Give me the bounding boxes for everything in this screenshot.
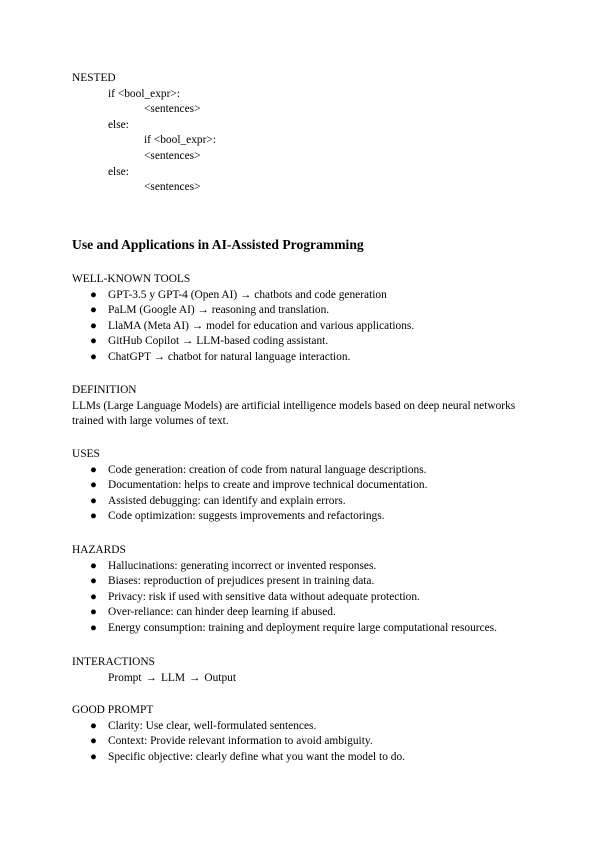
bullet-icon: ● (90, 621, 97, 634)
arrow-right-icon: → (145, 671, 157, 684)
code-line: <sentences> (144, 181, 201, 194)
nested-block (0, 71, 216, 196)
list-item: ● PaLM (Google AI) → reasoning and translation. (0, 303, 414, 319)
list-item: ● Hallucinations: generating incorrect or invented responses. (0, 559, 497, 575)
bullet-icon: ● (90, 335, 97, 348)
list-item: ● Assisted debugging: can identify and explain errors. (0, 494, 427, 510)
list-item: ● GPT-3.5 y GPT-4 (Open AI) → chatbots and code generation (0, 288, 414, 304)
nested-heading: NESTED (72, 72, 116, 84)
code-line: if <bool_expr>: (144, 134, 217, 147)
tools-section (0, 272, 414, 366)
list-item: ● Clarity: Use clear, well-formulated sentences. (0, 719, 405, 735)
list-item: ● ChatGPT → chatbot for natural language interaction. (0, 350, 414, 366)
bullet-icon: ● (90, 606, 97, 619)
flow-step: Prompt (108, 671, 142, 684)
bullet-icon: ● (90, 559, 97, 572)
hazards-list (0, 559, 497, 637)
bullet-icon: ● (90, 510, 97, 523)
good-prompt-list (0, 719, 405, 766)
list-item: ● LlaMA (Meta AI) → model for education and various applications. (0, 319, 414, 335)
uses-list (0, 463, 427, 525)
definition-heading: DEFINITION (72, 384, 137, 396)
bullet-icon: ● (90, 350, 97, 363)
flow-step: LLM (160, 671, 185, 684)
list-item: ● GitHub Copilot → LLM-based coding assistant. (0, 334, 414, 350)
interactions-heading: INTERACTIONS (72, 656, 155, 668)
code-line: else: (108, 165, 129, 178)
list-item: ● Context: Provide relevant information to avoid ambiguity. (0, 734, 405, 750)
list-item: ● Specific objective: clearly define what you want the model to do. (0, 750, 405, 766)
code-line: <sentences> (144, 103, 201, 116)
bullet-icon: ● (90, 575, 97, 588)
bullet-icon: ● (90, 590, 97, 603)
definition-section (0, 383, 532, 430)
list-item: ● Privacy: risk if used with sensitive data without adequate protection. (0, 590, 497, 606)
list-item: ● Over-reliance: can hinder deep learning if abused. (0, 605, 497, 621)
definition-text: LLMs (Large Language Models) are artificial intelligence models based on deep neural networks trained with large volumes of text. (72, 399, 516, 428)
list-item: ● Energy consumption: training and deployment require large computational resources. (0, 621, 497, 637)
bullet-icon: ● (90, 288, 97, 301)
bullet-icon: ● (90, 304, 97, 317)
bullet-icon: ● (90, 735, 97, 748)
list-item: ● Documentation: helps to create and improve technical documentation. (0, 478, 427, 494)
good-prompt-section (0, 703, 405, 765)
list-item: ● Biases: reproduction of prejudices present in training data. (0, 574, 497, 590)
bullet-icon: ● (90, 463, 97, 476)
list-item: ● Code generation: creation of code from natural language descriptions. (0, 463, 427, 479)
section-title: Use and Applications in AI-Assisted Programming (72, 237, 364, 252)
uses-heading: USES (72, 448, 100, 460)
tools-list (0, 288, 414, 366)
list-item: ● Code optimization: suggests improvements and refactorings. (0, 509, 427, 525)
good-prompt-heading: GOOD PROMPT (72, 704, 154, 716)
bullet-icon: ● (90, 479, 97, 492)
bullet-icon: ● (90, 750, 97, 763)
hazards-heading: HAZARDS (72, 544, 126, 556)
interactions-section (0, 655, 236, 686)
code-line: if <bool_expr>: (108, 87, 181, 100)
uses-section (0, 447, 427, 525)
hazards-section (0, 543, 497, 637)
arrow-right-icon: → (188, 671, 201, 684)
bullet-icon: ● (90, 719, 97, 732)
code-line: else: (108, 118, 129, 131)
bullet-icon: ● (90, 494, 97, 507)
tools-heading: WELL-KNOWN TOOLS (72, 273, 191, 285)
interaction-flow (0, 671, 236, 687)
bullet-icon: ● (90, 319, 97, 332)
flow-step: Output (204, 671, 237, 684)
code-line: <sentences> (144, 149, 201, 162)
